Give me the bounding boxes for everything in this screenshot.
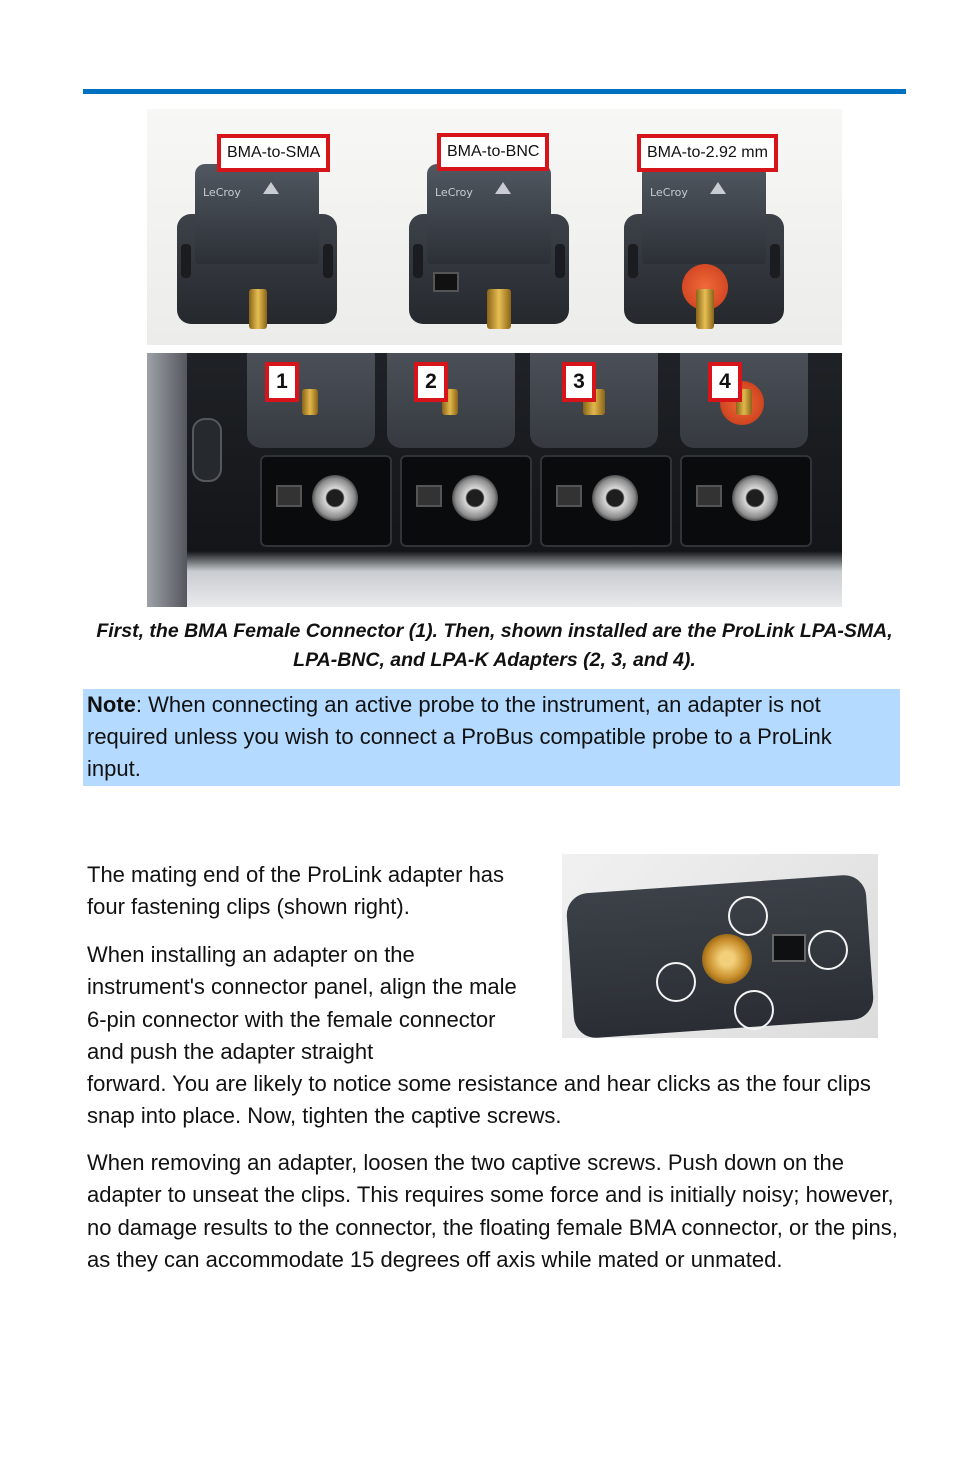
header-rule bbox=[83, 89, 906, 94]
adapters-photo bbox=[147, 109, 842, 345]
lecroy-logo-icon bbox=[495, 182, 511, 194]
lecroy-logo-icon bbox=[710, 182, 726, 194]
adapter-brand: LeCroy bbox=[435, 186, 473, 199]
paragraph-installing-start: When installing an adapter on the instrument's connector panel, align the male 6-pin connector with the female connector and push the adapter straight bbox=[87, 942, 517, 1065]
clip-circle-icon bbox=[808, 930, 848, 970]
instrument-panel-photo bbox=[147, 353, 842, 607]
bnc-jack-icon bbox=[452, 475, 498, 521]
bnc-jack-icon bbox=[312, 475, 358, 521]
slot-number-1: 1 bbox=[265, 362, 299, 402]
bnc-adapter bbox=[409, 164, 569, 334]
adapter-label-bnc: BMA-to-BNC bbox=[437, 133, 549, 171]
paragraph-removing: When removing an adapter, loosen the two captive screws. Push down on the adapter to unseat the clips. This requires some force and is initially noisy; however, no damage results to the connector, the floating female BMA connector, or the pins, as they can accommodate 15 degrees off axis while mated or unmated. bbox=[87, 1150, 898, 1273]
bnc-jack-icon bbox=[732, 475, 778, 521]
figure-caption: First, the BMA Female Connector (1). Then, shown installed are the ProLink LPA-SMA, LPA-BNC, and LPA-K Adapters (2, 3, and 4). bbox=[96, 620, 893, 671]
bnc-bay-2 bbox=[400, 455, 532, 547]
bnc-bay-4 bbox=[680, 455, 812, 547]
six-pin-connector-icon bbox=[772, 934, 806, 962]
paragraph-installing-end: forward. You are likely to notice some resistance and hear clicks as the four clips snap into place. Now, tighten the captive screws. bbox=[87, 1071, 871, 1129]
k-connector-icon bbox=[696, 289, 714, 329]
sma-adapter bbox=[177, 164, 337, 334]
note-box bbox=[83, 689, 900, 786]
bnc-jack-icon bbox=[592, 475, 638, 521]
lecroy-logo-icon bbox=[263, 182, 279, 194]
power-button-icon bbox=[192, 418, 222, 482]
adapter-label-sma: BMA-to-SMA bbox=[217, 134, 330, 172]
clip-circle-icon bbox=[656, 962, 696, 1002]
clip-circle-icon bbox=[734, 990, 774, 1030]
bnc-connector-icon bbox=[487, 289, 511, 329]
bma-connector-icon bbox=[702, 934, 752, 984]
pin-header-icon bbox=[433, 272, 459, 292]
slot-number-3: 3 bbox=[562, 362, 596, 402]
panel-slot-2 bbox=[387, 353, 515, 448]
adapter-brand: LeCroy bbox=[650, 186, 688, 199]
slot-number-4: 4 bbox=[708, 362, 742, 402]
note-text: : When connecting an active probe to the instrument, an adapter is not required unless you wish to connect a ProBus compatible probe to a ProLink input. bbox=[87, 692, 832, 781]
note-lead: Note bbox=[87, 692, 136, 717]
bnc-bay-1 bbox=[260, 455, 392, 547]
sma-connector-icon bbox=[249, 289, 267, 329]
mating-end-photo bbox=[562, 854, 878, 1038]
panel-slot-4 bbox=[680, 353, 808, 448]
adapter-label-292: BMA-to-2.92 mm bbox=[637, 134, 778, 172]
k-adapter bbox=[624, 164, 784, 334]
paragraph-mating-end: The mating end of the ProLink adapter has four fastening clips (shown right). bbox=[87, 862, 505, 920]
bnc-bay-3 bbox=[540, 455, 672, 547]
slot-number-2: 2 bbox=[414, 362, 448, 402]
clip-circle-icon bbox=[728, 896, 768, 936]
adapter-brand: LeCroy bbox=[203, 186, 241, 199]
